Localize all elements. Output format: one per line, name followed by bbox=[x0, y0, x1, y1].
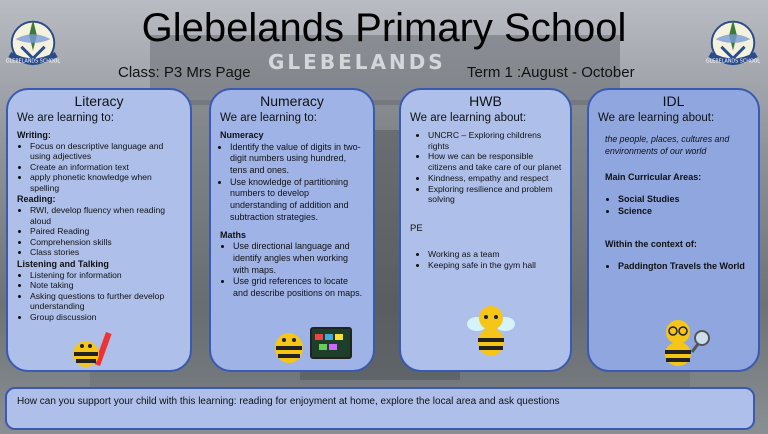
bee-with-magnifier-icon bbox=[654, 316, 714, 368]
list-item: • Identify the value of digits in two-digit numbers using hundred, tens and ones. bbox=[230, 142, 365, 177]
card-subtitle: We are learning to: bbox=[220, 112, 317, 124]
writing-heading: Writing: bbox=[17, 130, 51, 140]
writing-list bbox=[17, 141, 182, 193]
list-item: • Paddington Travels the World bbox=[618, 260, 750, 272]
reading-heading: Reading: bbox=[17, 194, 56, 205]
list-item: • Comprehension skills bbox=[30, 237, 182, 247]
list-item: • Use knowledge of partitioning numbers to develop understanding of addition and subtraction strategies. bbox=[230, 177, 365, 224]
term-label: Term 1 :August - October bbox=[467, 64, 635, 81]
maths-list bbox=[220, 241, 365, 299]
list-item: • Keeping safe in the gym hall bbox=[428, 260, 562, 271]
list-item: • Listening for information bbox=[30, 270, 182, 280]
support-message-bar bbox=[5, 387, 755, 430]
list-item: • Group discussion bbox=[30, 312, 182, 322]
logo-text: GLEBELANDS SCHOOL bbox=[5, 59, 61, 65]
card-subtitle: We are learning to: bbox=[17, 112, 114, 124]
list-item: • apply phonetic knowledge when spelling bbox=[30, 172, 182, 193]
context-heading: Within the context of: bbox=[605, 239, 697, 249]
support-message: How can you support your child with this learning: reading for enjoyment at home, explore the local area and ask questions bbox=[17, 396, 560, 407]
pe-heading: PE bbox=[410, 223, 423, 235]
bee-with-chalkboard-icon bbox=[269, 322, 369, 370]
list-item: • Use directional language and identify angles when working with maps. bbox=[233, 241, 365, 276]
page-title: Glebelands Primary School bbox=[141, 6, 627, 50]
list-item: • Note taking bbox=[30, 280, 182, 290]
listening-heading: Listening and Talking bbox=[17, 258, 109, 269]
card-title: HWB bbox=[469, 93, 502, 109]
list-item: • Focus on descriptive language and using adjectives bbox=[30, 141, 182, 162]
literacy-card bbox=[6, 88, 192, 372]
maths-heading: Maths bbox=[220, 229, 247, 240]
class-label: Class: P3 Mrs Page bbox=[118, 64, 251, 81]
list-item: • Kindness, empathy and respect bbox=[428, 173, 562, 184]
areas-heading: Main Curricular Areas: bbox=[605, 171, 702, 182]
numeracy-card bbox=[209, 88, 375, 372]
card-title: IDL bbox=[662, 93, 685, 109]
list-item: • Social Studies bbox=[618, 193, 750, 205]
hwb-list bbox=[410, 130, 562, 205]
list-item: • Paired Reading bbox=[30, 226, 182, 236]
numeracy-list bbox=[220, 142, 365, 224]
happy-bee-icon bbox=[463, 300, 519, 362]
listening-list bbox=[17, 270, 182, 322]
logo-text: GLEBELANDS SCHOOL bbox=[705, 59, 761, 65]
list-item: • RWI, develop fluency when reading aloud bbox=[30, 205, 182, 226]
list-item: • Use grid references to locate and describe positions on maps. bbox=[233, 276, 365, 299]
list-item: • Science bbox=[618, 205, 750, 217]
list-item: • UNCRC – Exploring childrens rights bbox=[428, 130, 562, 151]
context-list bbox=[605, 260, 750, 272]
list-item: • Asking questions to further develop understanding bbox=[30, 291, 182, 312]
list-item: • Class stories bbox=[30, 247, 182, 257]
list-item: • How we can be responsible citizens and take care of our planet bbox=[428, 151, 562, 172]
pe-list bbox=[410, 249, 562, 270]
reading-list bbox=[17, 205, 182, 257]
areas-list bbox=[605, 193, 750, 217]
numeracy-heading: Numeracy bbox=[220, 130, 264, 140]
card-title: Numeracy bbox=[260, 93, 324, 109]
card-title: Literacy bbox=[74, 93, 124, 109]
card-subtitle: We are learning about: bbox=[410, 112, 527, 124]
list-item: • Exploring resilience and problem solving bbox=[428, 184, 562, 205]
bee-with-pencil-icon bbox=[66, 330, 124, 370]
hwb-card bbox=[399, 88, 572, 372]
card-subtitle: We are learning about: bbox=[598, 112, 715, 124]
idl-card bbox=[587, 88, 760, 372]
list-item: • Working as a team bbox=[428, 249, 562, 260]
list-item: • Create an information text bbox=[30, 162, 182, 172]
idl-intro: the people, places, cultures and environments of our world bbox=[605, 134, 730, 156]
building-sign: GLEBELANDS bbox=[268, 50, 446, 74]
